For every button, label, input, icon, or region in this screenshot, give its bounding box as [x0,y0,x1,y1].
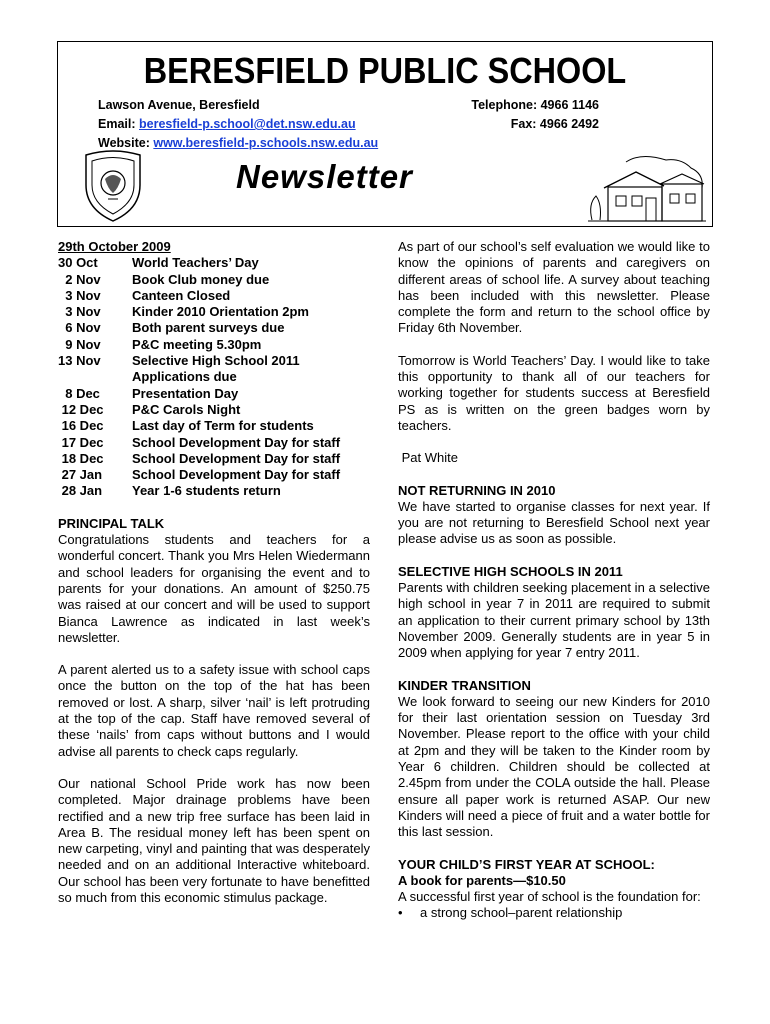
event-date: 18 Dec [58,450,104,466]
book-price: A book for parents—$10.50 [398,872,566,888]
event-row [58,435,370,451]
event-row [58,402,370,418]
right-column [398,239,710,922]
issue-date: 29th October 2009 [58,239,171,254]
survey-paragraph: As part of our school’s self evaluation we would like to know the opinions of parents and caregivers on different areas of school life. A survey about teaching has been included with this newsletter. Please complete the form and return to the school office by Friday 6th November. [398,239,710,336]
left-column [58,239,370,906]
kinder-text: We look forward to seeing our new Kinders for 2010 for their last orientation session on Tuesday 3rd November. Please report to the office with your child at 2pm and they will be taken to the Kinder room by Year 6 children. Children should be collected at 2.45pm from under the COLA outside the hall. Please ensure all paper work is returned ASAP. Our new Kinders will need a piece of fruit and a water bottle for this last session. [398,693,710,840]
event-row [58,451,370,467]
principal-talk-heading: PRINCIPAL TALK [58,515,165,531]
event-title: School Development Day for staff [132,434,341,450]
email-label: Email: [98,117,136,131]
event-title: World Teachers’ Day [132,255,259,271]
principal-talk-paragraph: Our national School Pride work has now been completed. Major drainage problems have been rectified and a new trip free surface has been laid in Area B. The residual money left has been spent on new carpeting, vinyl and painting that was desperately needed and on an additional Interactive whiteboard. Our school has been very fortunate to have benefitted so much from this economic stimulus package. [58,775,370,905]
first-year-heading: YOUR CHILD’S FIRST YEAR AT SCHOOL: [398,856,655,872]
event-title: Both parent surveys due [132,320,285,336]
event-row [58,272,370,288]
event-title: School Development Day for staff [132,450,341,466]
event-date: 6 Nov [58,320,101,336]
school-name: BERESFIELD PUBLIC SCHOOL [143,50,627,91]
kinder-heading: KINDER TRANSITION [398,677,531,693]
newsletter-header [57,41,713,227]
bullet-item: • a strong school–parent relationship [420,905,710,921]
events-list [58,255,370,499]
event-date: 9 Nov [58,336,101,352]
event-date: 16 Dec [58,418,104,434]
event-title: Canteen Closed [132,287,231,303]
event-row [58,288,370,304]
event-date: 17 Dec [58,434,104,450]
event-row [58,483,370,499]
event-row [58,353,370,386]
event-title: Last day of Term for students [132,418,314,434]
email-link[interactable]: beresfield-p.school@det.nsw.edu.au [139,117,356,131]
event-date: 2 Nov [58,271,101,287]
not-returning-heading: NOT RETURNING IN 2010 [398,482,556,498]
event-row [58,255,370,271]
signature: Pat White [398,450,458,466]
phone-details [463,96,599,134]
event-date: 12 Dec [58,401,104,417]
event-date: 3 Nov [58,287,101,303]
event-date: 28 Jan [58,483,103,499]
event-title: Kinder 2010 Orientation 2pm [132,304,309,320]
telephone: Telephone: 4966 1146 [471,98,599,112]
website-label: Website: [98,136,150,150]
event-row [58,467,370,483]
email-line [98,115,378,134]
event-date: 13 Nov [58,353,101,369]
event-title: School Development Day for staff [132,467,341,483]
address: Lawson Avenue, Beresfield [98,98,260,112]
first-year-text: A successful first year of school is the foundation for: [398,889,701,905]
event-title: Year 1-6 students return [132,483,281,499]
event-date: 8 Dec [58,385,100,401]
selective-heading: SELECTIVE HIGH SCHOOLS IN 2011 [398,563,623,579]
school-crest-icon [78,149,148,223]
event-title: P&C meeting 5.30pm [132,336,262,352]
event-date: 30 Oct [58,255,98,271]
principal-talk-paragraph: Congratulations students and teachers for a wonderful concert. Thank you Mrs Helen Wiedermann and school leaders for organising the event and to parents for your donations. An amount of $250.75 was raised at our concert and will be used to support Bianca Lawrence as indicated in last week’s newsletter. [58,532,370,645]
event-row [58,320,370,336]
event-row [58,337,370,353]
event-row [58,386,370,402]
selective-text: Parents with children seeking placement in a selective high school in year 7 in 2011 are required to submit an application to their current primary school by 13th November 2009. Generally students are in year 5 in 2009 when applying for year 7 entry 2011. [398,580,710,661]
event-title: Book Club money due [132,271,270,287]
not-returning-text: We have started to organise classes for next year. If you are not returning to Beresfield School next year please advise us as soon as possible. [398,498,710,547]
teachers-day-paragraph: Tomorrow is World Teachers’ Day. I would like to take this opportunity to thank all of our teachers for working together for students success at Beresfield PS as is written on the green badges worn by teachers. [398,352,710,433]
event-title: Selective High School 2011 Applications due [132,353,300,385]
event-row [58,304,370,320]
event-title: Presentation Day [132,385,239,401]
event-date: 3 Nov [58,304,101,320]
website-link[interactable]: www.beresfield-p.schools.nsw.edu.au [153,136,379,150]
event-row [58,418,370,434]
first-year-bullets [398,905,710,921]
principal-talk-paragraph: A parent alerted us to a safety issue with school caps once the button on the top of the hat has been removed or lost. A sharp, silver ‘nail’ is left protruding at the top of the cap. Staff have removed several of these ‘nails’ from caps without buttons and I would advise all parents to check caps regularly. [58,662,370,759]
contact-details [98,96,378,153]
event-date: 27 Jan [58,467,103,483]
newsletter-title: Newsletter [236,158,413,195]
event-title: P&C Carols Night [132,401,241,417]
fax: Fax: 4966 2492 [510,117,599,131]
school-building-icon [586,154,708,226]
